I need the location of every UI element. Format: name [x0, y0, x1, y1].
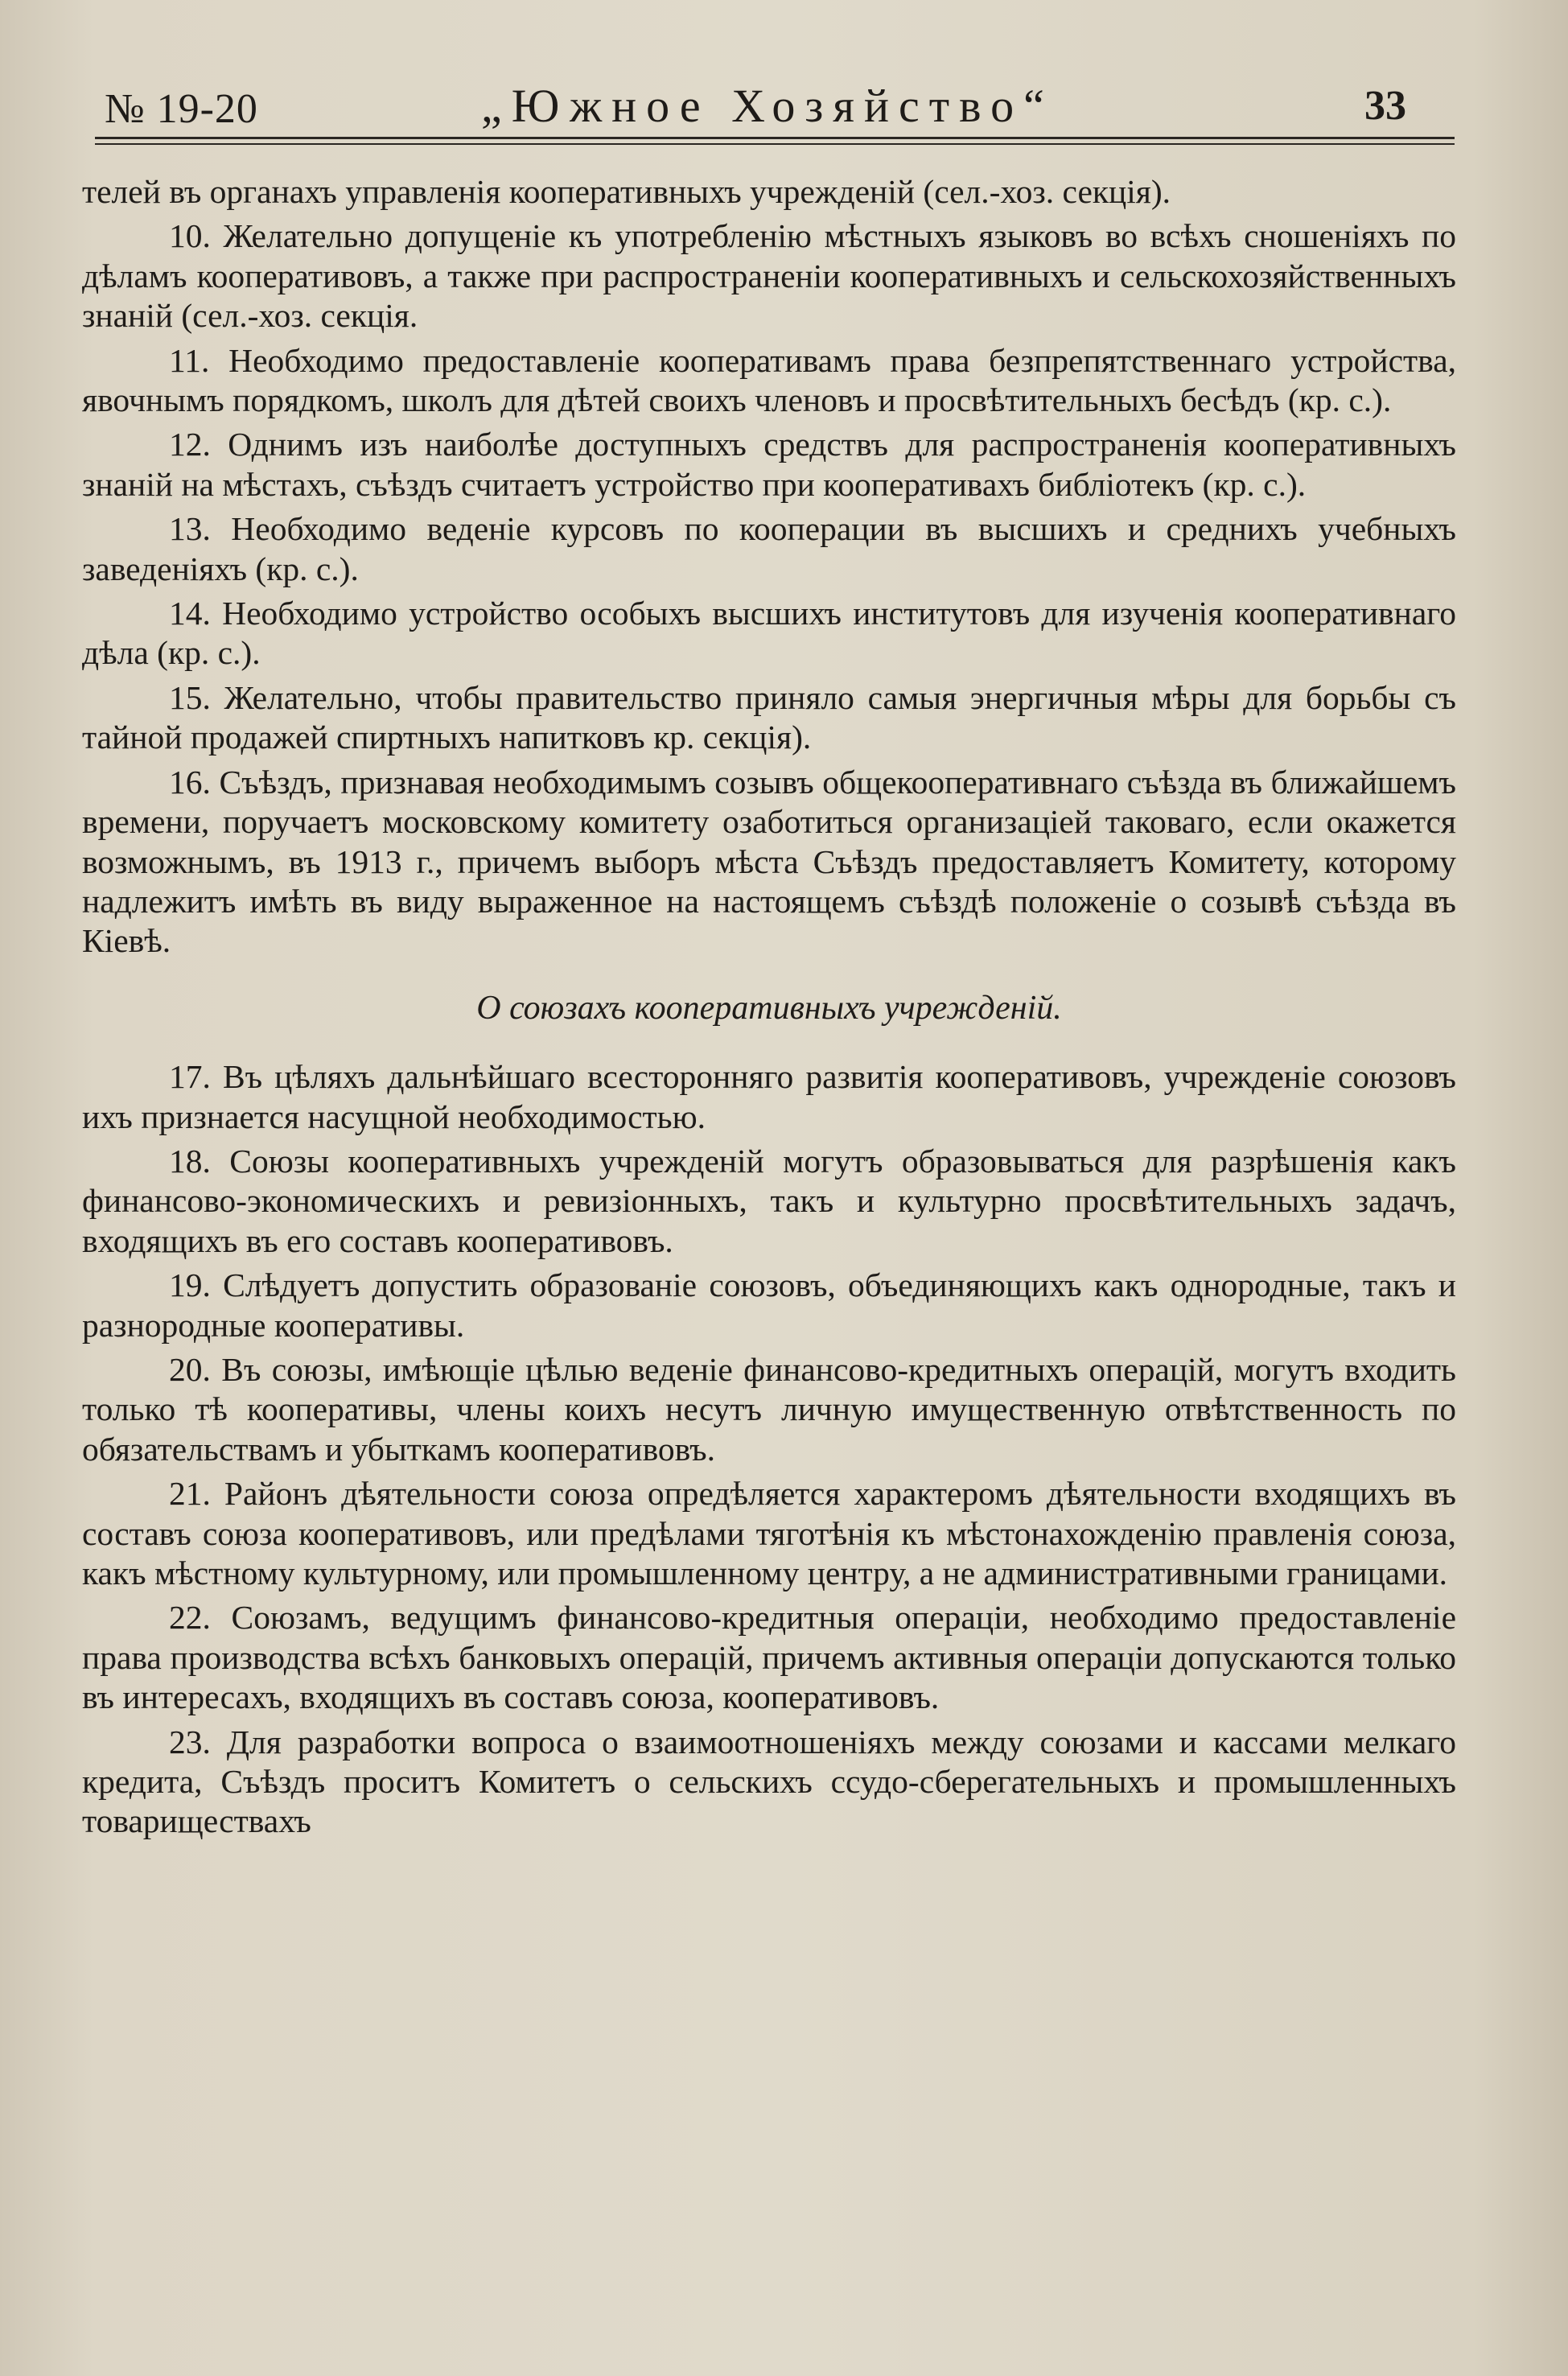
resolution-item-23: 23. Для разработки вопроса о взаимоотношеніяхъ между союзами и кассами мелкаго кредита, Съѣздъ проситъ Комитетъ о сельскихъ ссудо-сберегательныхъ и промышленныхъ товариществахъ — [82, 1723, 1456, 1840]
journal-title: „Южное Хозяйство“ — [481, 80, 1054, 132]
resolution-item-15: 15. Желательно, чтобы правительство приняло самыя энергичныя мѣры для борьбы съ тайной продажей спиртныхъ напитковъ кр. секція). — [82, 678, 1456, 756]
resolution-item-19: 19. Слѣдуетъ допустить образованіе союзовъ, объединяющихъ какъ однородные, такъ и разнородные кооперативы. — [82, 1266, 1456, 1344]
resolution-item-11: 11. Необходимо предоставленіе кооперативамъ права безпрепятственнаго устройства, явочнымъ порядкомъ, школъ для дѣтей своихъ членовъ и просвѣтительныхъ бесѣдъ (кр. с.). — [82, 341, 1456, 419]
resolution-item-13: 13. Необходимо веденіе курсовъ по кооперации въ высшихъ и среднихъ учебныхъ заведеніяхъ (кр. с.). — [82, 510, 1456, 587]
body-text — [82, 172, 1456, 1847]
resolution-item-10: 10. Желательно допущеніе къ употребленію мѣстныхъ языковъ во всѣхъ сношеніяхъ по дѣламъ кооперативовъ, а также при распространеніи кооперативныхъ и сельскохозяйственныхъ знаній (сел.-хоз. секція. — [82, 217, 1456, 335]
running-header — [95, 74, 1455, 138]
resolution-item-20: 20. Въ союзы, имѣющіе цѣлью веденіе финансово-кредитныхъ операцій, могутъ входить только тѣ кооперативы, члены коихъ несутъ личную имущественную отвѣтственность по обязательствамъ и убыткамъ кооперативовъ. — [82, 1350, 1456, 1468]
resolution-item-17: 17. Въ цѣляхъ дальнѣйшаго всесторонняго развитія кооперативовъ, учрежденіе союзовъ ихъ признается насущной необходимостью. — [82, 1058, 1456, 1135]
page-number: 33 — [1364, 83, 1406, 129]
header-rule-secondary — [95, 143, 1455, 145]
section-heading: О союзахъ кооперативныхъ учрежденій. — [476, 989, 1062, 1027]
resolution-item-21: 21. Районъ дѣятельности союза опредѣляется характеромъ дѣятельности входящихъ въ составъ союза кооперативовъ, или предѣлами тяготѣнія къ мѣстонахожденію правленія союза, какъ мѣстному культурному, или промышленному центру, а не административными границами. — [82, 1475, 1456, 1592]
resolution-item-14: 14. Необходимо устройство особыхъ высшихъ институтовъ для изученія кооперативнаго дѣла (кр. с.). — [82, 595, 1456, 672]
intro-paragraph: телей въ органахъ управленія кооперативныхъ учрежденій (сел.-хоз. секція). — [82, 173, 1171, 210]
resolution-item-22: 22. Союзамъ, ведущимъ финансово-кредитныя операціи, необходимо предоставленіе права производства всѣхъ банковыхъ операцій, причемъ активныя операціи допускаются только въ интересахъ, входящихъ въ составъ союза, кооперативовъ. — [82, 1599, 1456, 1716]
resolution-item-18: 18. Союзы кооперативныхъ учрежденій могутъ образовываться для разрѣшенія какъ финансово-экономическихъ и ревизіонныхъ, такъ и культурно просвѣтительныхъ задачъ, входящихъ въ его составъ кооперативовъ. — [82, 1142, 1456, 1259]
issue-number: № 19-20 — [105, 86, 258, 132]
header-rule — [95, 137, 1455, 139]
resolution-item-12: 12. Однимъ изъ наиболѣе доступныхъ средствъ для распространенія кооперативныхъ знаній на мѣстахъ, съѣздъ считаетъ устройство при кооперативахъ библіотекъ (кр. с.). — [82, 426, 1456, 503]
resolution-item-16: 16. Съѣздъ, признавая необходимымъ созывъ общекооперативнаго съѣзда въ ближайшемъ времени, поручаетъ московскому комитету озаботиться организаціей таковаго, если окажется возможнымъ, въ 1913 г., причемъ выборъ мѣста Съѣздъ предоставляетъ Комитету, которому надлежитъ имѣть въ виду выраженное на настоящемъ съѣздѣ положеніе о созывѣ съѣзда въ Кіевѣ. — [82, 763, 1456, 960]
